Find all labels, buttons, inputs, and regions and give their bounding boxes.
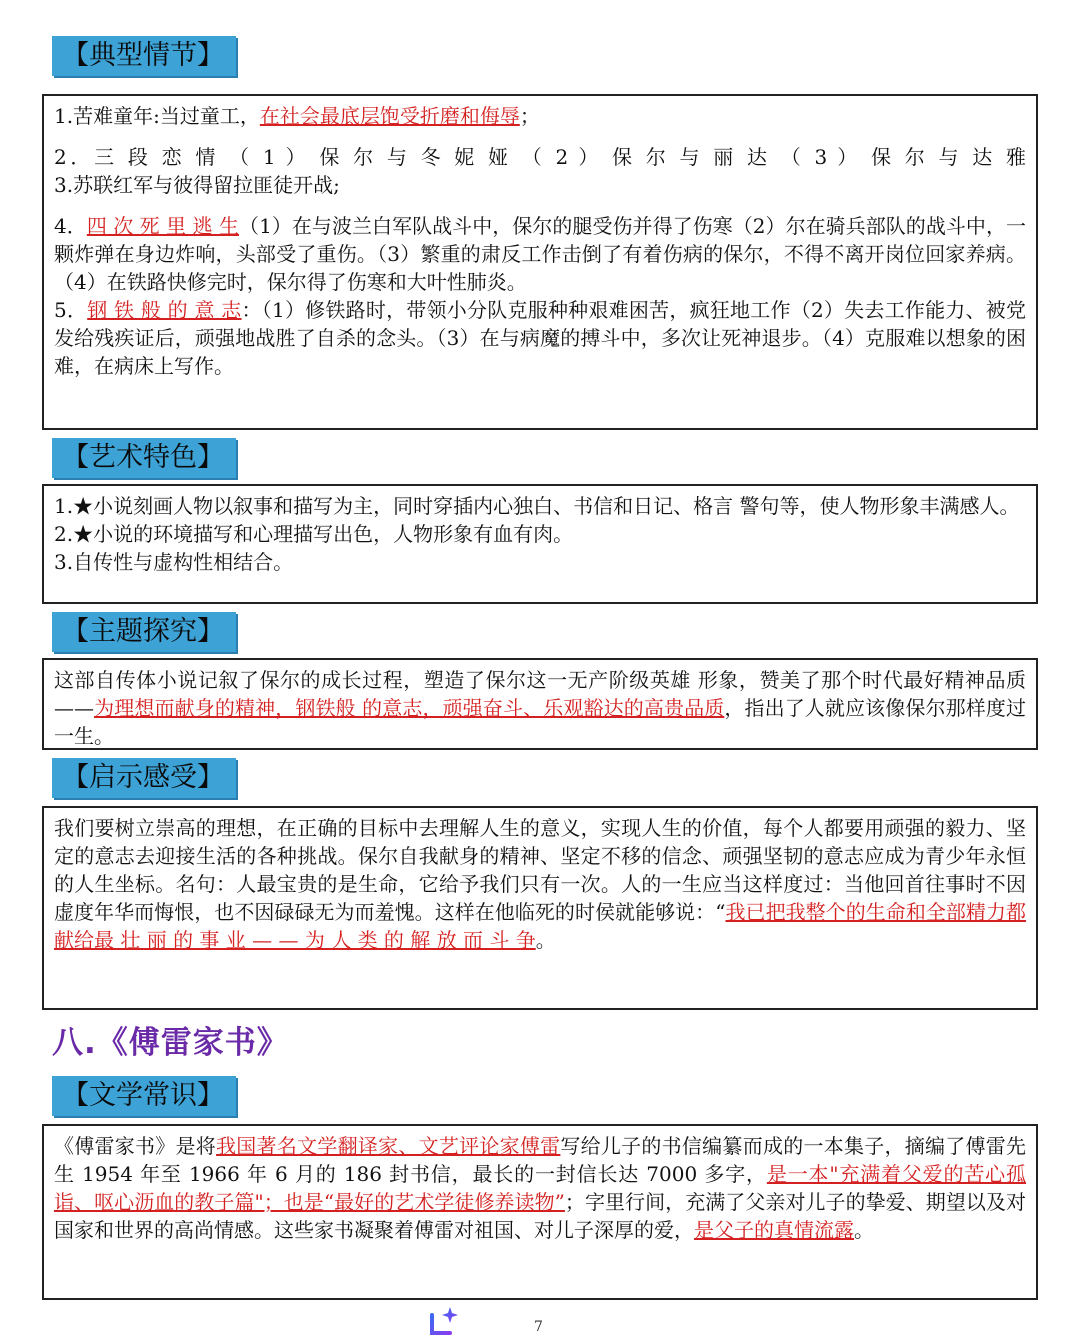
page-number: 7 xyxy=(534,1319,543,1335)
insight-text: 我们要树立崇高的理想，在正确的目标中去理解人生的意义，实现人生的价值，每个人都要用顽强的毅力、坚定的意志去迎接生活的各种挑战。保尔自我献身的精神、坚定不移的信念、顽强坚韧的意志应成为青少年永恒的人生坐标。名句：人最宝贵的是生命，它给予我们只有一次。人的一生应当这样度过：当他回首往事时不因虚度年华而悔恨，也不因碌碌无为而羞愧。这样在他临死的时侯就能够说：“我已把我整个的生命和全部精力都献给最 壮 丽 的 事 业 — — 为 人 类 的 解 放 而 斗 争。 xyxy=(54,816,1027,952)
section-tag-insight: 【启示感受】 xyxy=(52,758,236,798)
plot-line-1: 1.苦难童年:当过童工，在社会最底层饱受折磨和侮辱； xyxy=(54,104,540,128)
section-tag-art: 【艺术特色】 xyxy=(52,438,236,478)
literature-text: 《傅雷家书》是将我国著名文学翻译家、文艺评论家傅雷写给儿子的书信编纂而成的一本集子，摘编了傅雷先生 1954 年至 1966 年 6 月的 186 封书信，最长的一封信长达 7000 多字，是一本"充满着父爱的苦心孤诣、呕心沥血的教子篇"；也是“最好的艺术学徒修养读物”；字里行间，充满了父亲对儿子的挚爱、期望以及对国家和世界的高尚情感。这些家书凝聚着傅雷对祖国、对儿子深厚的爱，是父子的真情流露。 xyxy=(54,1134,1027,1242)
plot-line-3: 3.苏联红军与彼得留拉匪徒开战; xyxy=(54,173,340,197)
art-box xyxy=(42,484,1038,604)
theme-highlight: 为理想而献身的精神，钢铁般 的意志，顽强奋斗、乐观豁达的高贵品质 xyxy=(94,696,725,720)
theme-text: 这部自传体小说记叙了保尔的成长过程，塑造了保尔这一无产阶级英雄 形象，赞美了那个时代最好精神品质——为理想而献身的精神，钢铁般 的意志，顽强奋斗、乐观豁达的高贵品质，指出了人就应该像保尔那样度过一生。 xyxy=(54,668,1027,748)
plot-line-2: 2．三 段 恋 情 （ 1 ） 保 尔 与 冬 妮 娅 （ 2 ） 保 尔 与 丽 达 （ 3 ） 保 尔 与 达 雅 xyxy=(54,145,1027,169)
plot-line-4-highlight: 四 次 死 里 逃 生 xyxy=(86,214,240,238)
theme-box xyxy=(42,658,1038,750)
ai-sparkle-icon[interactable] xyxy=(428,1305,462,1336)
literature-highlight-2: 是一本"充满着父爱的苦心孤诣、呕心沥血的教子篇"；也是“最好的艺术学徒修养读物” xyxy=(54,1162,1027,1214)
plot-line-4: 4．四 次 死 里 逃 生（1）在与波兰白军队战斗中，保尔的腿受伤并得了伤寒（2）尔在骑兵部队的战斗中，一颗炸弹在身边炸响，头部受了重伤。（3）繁重的肃反工作击倒了有着伤病的保尔，不得不离开岗位回家养病。（4）在铁路快修完时，保尔得了伤寒和大叶性肺炎。 xyxy=(54,214,1026,294)
section-tag-theme: 【主题探究】 xyxy=(52,612,236,652)
art-line-2: 2.★小说的环境描写和心理描写出色，人物形象有血有肉。 xyxy=(54,522,574,546)
plot-line-5: 5．钢 铁 般 的 意 志：（1）修铁路时，带领小分队克服种种艰难困苦，疯狂地工作（2）失去工作能力、被党发给残疾证后，顽强地战胜了自杀的念头。（3）在与病魔的搏斗中，多次让死神退步。（4）克服难以想象的困难，在病床上写作。 xyxy=(54,298,1026,378)
insight-box xyxy=(42,806,1038,1010)
literature-highlight-1: 我国著名文学翻译家、文艺评论家傅雷 xyxy=(216,1134,561,1158)
plot-line-1-highlight: 在社会最底层饱受折磨和侮辱 xyxy=(259,104,520,128)
section-tag-plot: 【典型情节】 xyxy=(52,36,236,76)
chapter-heading: 八.《傅雷家书》 xyxy=(52,1025,289,1061)
literature-box xyxy=(42,1124,1038,1300)
art-line-1: 1.★小说刻画人物以叙事和描写为主，同时穿插内心独白、书信和日记、格言 警句等，使人物形象丰满感人。 xyxy=(54,494,1020,518)
plot-line-5-highlight: 钢 铁 般 的 意 志 xyxy=(87,298,242,322)
art-line-3: 3.自传性与虚构性相结合。 xyxy=(54,550,294,574)
plot-box xyxy=(42,94,1038,430)
literature-highlight-3: 是父子的真情流露 xyxy=(694,1218,854,1242)
insight-highlight: 我已把我整个的生命和全部精力都献给最 壮 丽 的 事 业 — — 为 人 类 的 解 放 而 斗 争 xyxy=(54,900,1027,952)
section-tag-literature: 【文学常识】 xyxy=(52,1076,236,1116)
